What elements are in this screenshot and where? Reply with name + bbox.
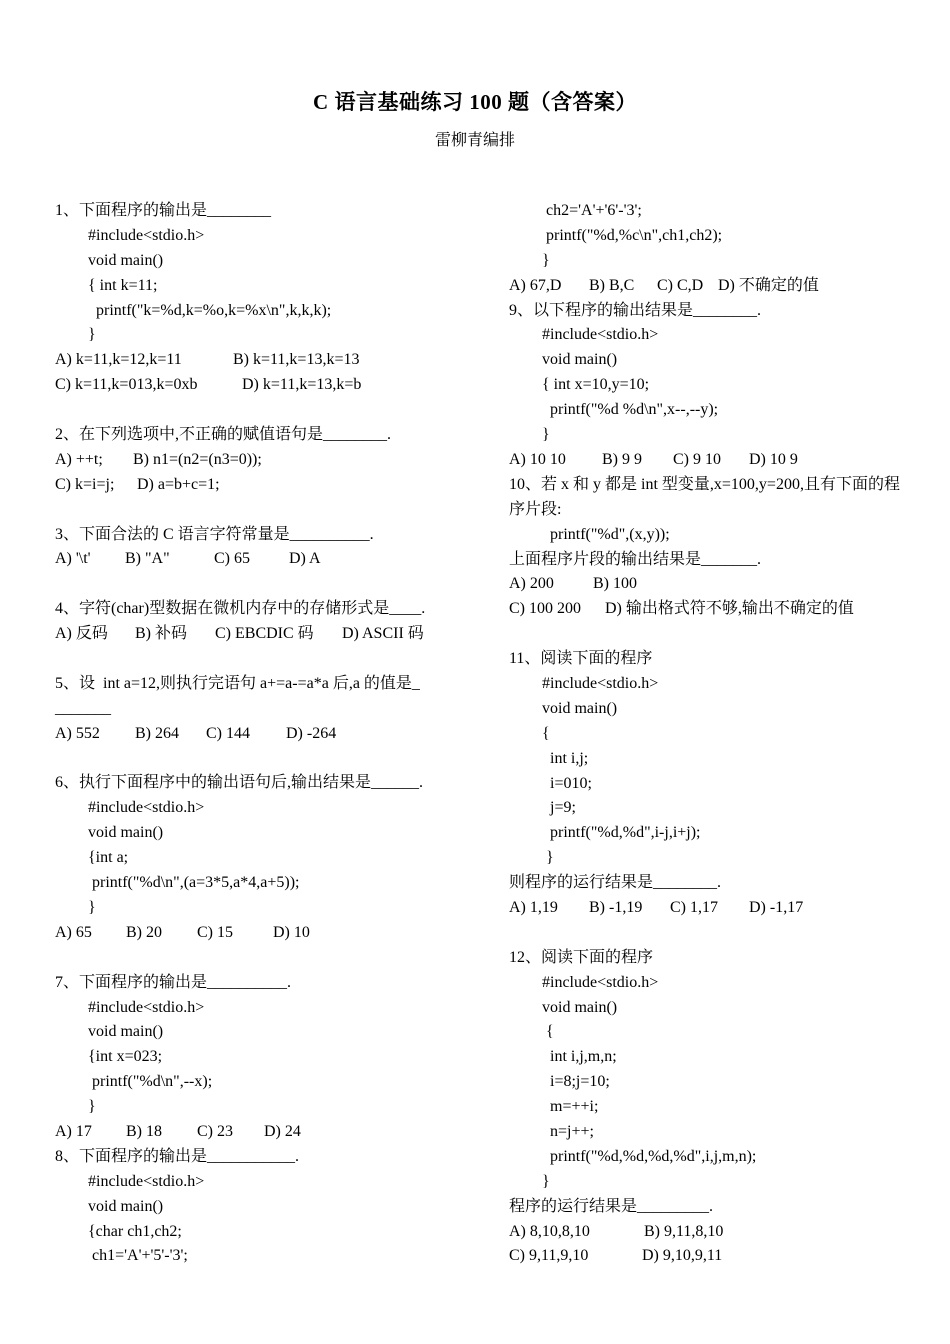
option-a: A) '\t' [55,550,91,568]
option-b: B) k=11,k=13,k=13 [233,351,360,369]
option-b: B) B,C [589,276,635,294]
option-c: C) C,D [657,276,704,294]
code-line: void main() [542,998,618,1016]
code-line: #include<stdio.h> [88,226,205,244]
option-c: C) EBCDIC 码 [215,625,314,643]
code-line: } [542,251,550,269]
spacer [509,921,909,946]
code-line: #include<stdio.h> [88,1172,205,1190]
option-a: A) k=11,k=12,k=11 [55,351,182,369]
option-a: A) 17 [55,1122,92,1140]
spacer [55,647,455,672]
question-3-stem: 3、下面合法的 C 语言字符常量是__________. [55,525,374,543]
option-d: D) 9,10,9,11 [642,1247,723,1265]
code-line: void main() [88,824,164,842]
code-line: #include<stdio.h> [542,326,659,344]
option-c: C) 100 200 [509,600,581,618]
option-d: D) 10 9 [749,450,798,468]
option-d: D) -264 [286,724,337,742]
code-line: j=9; [550,799,576,817]
option-a: A) 65 [55,923,92,941]
code-line: {int x=023; [88,1048,163,1066]
options-row [55,547,455,572]
option-b: B) "A" [125,550,170,568]
question-7-stem: 7、下面程序的输出是__________. [55,973,292,991]
options-row [55,348,455,373]
option-b: B) 补码 [135,625,188,643]
code-line: #include<stdio.h> [542,973,659,991]
option-d: D) -1,17 [749,898,804,916]
option-a: A) 反码 [55,625,108,643]
spacer [55,572,455,597]
option-d: D) 10 [273,923,310,941]
option-c: C) 1,17 [670,898,718,916]
code-line: printf("%d,%c\n",ch1,ch2); [546,226,723,244]
option-c: C) 9 10 [673,450,721,468]
question-2-stem: 2、在下列选项中,不正确的赋值语句是________. [55,426,392,444]
code-line: #include<stdio.h> [542,674,659,692]
option-d: D) 不确定的值 [718,276,819,294]
option-d: D) k=11,k=13,k=b [242,376,362,394]
code-line: int i,j,m,n; [550,1048,617,1066]
options-row [509,274,909,299]
options-row [55,373,455,398]
question-12-stem: 12、阅读下面的程序 [509,948,654,966]
code-line: ch2='A'+'6'-'3'; [546,202,642,219]
option-c: C) 144 [206,724,250,742]
code-line: #include<stdio.h> [88,998,205,1016]
option-b: B) 9,11,8,10 [644,1222,724,1240]
code-line: void main() [88,1023,164,1041]
spacer [55,747,455,772]
question-5-stem: 5、设 int a=12,则执行完语句 a+=a-=a*a 后,a 的值是_ [55,674,420,692]
option-d: D) ASCII 码 [342,625,424,643]
options-row [509,448,909,473]
question-4-stem: 4、字符(char)型数据在微机内存中的存储形式是____. [55,600,426,618]
option-d: D) a=b+c=1; [137,475,220,493]
options-row [55,921,455,946]
question-10-stem-cont: 上面程序片段的输出结果是_______. [509,550,762,568]
left-column [55,199,455,1269]
code-line: { int x=10,y=10; [542,376,650,394]
code-line: i=010; [550,774,592,792]
option-a: A) 8,10,8,10 [509,1222,590,1240]
code-line: printf("%d\n",--x); [92,1073,213,1091]
option-b: B) 18 [126,1122,162,1140]
code-line: #include<stdio.h> [88,799,205,817]
code-line: void main() [88,1197,164,1215]
code-line: printf("%d %d\n",x--,--y); [550,401,719,419]
right-column [509,199,909,1269]
code-line: printf("%d,%d,%d,%d",i,j,m,n); [550,1147,757,1165]
document-author: 雷柳青编排 [434,132,515,149]
code-line: {int a; [88,849,129,867]
options-row [509,597,909,622]
code-line: void main() [542,699,618,717]
spacer [55,498,455,523]
code-line: { [542,724,550,742]
options-row [509,572,909,597]
option-d: D) 24 [264,1122,301,1140]
code-line: void main() [542,351,618,369]
option-b: B) 9 9 [602,450,642,468]
code-line: printf("k=%d,k=%o,k=%x\n",k,k,k); [96,301,332,319]
options-row [55,448,455,473]
question-5-stem-cont: _______ [55,699,111,717]
code-line: } [546,849,554,867]
option-a: A) 10 10 [509,450,566,468]
option-b: B) 264 [135,724,179,742]
question-12-stem-cont: 程序的运行结果是_________. [509,1197,714,1215]
option-c: C) k=i=j; [55,475,115,493]
option-d: D) A [289,550,321,568]
options-row [55,622,455,647]
code-line: } [88,326,96,344]
option-b: B) 20 [126,923,162,941]
option-a: A) ++t; [55,450,103,468]
code-line: n=j++; [550,1122,594,1140]
question-6-stem: 6、执行下面程序中的输出语句后,输出结果是______. [55,774,424,792]
question-8-stem: 8、下面程序的输出是___________. [55,1147,300,1165]
code-line: m=++i; [550,1098,599,1116]
document-title: C 语言基础练习 100 题（含答案） [313,90,637,114]
question-10-stem: 10、若 x 和 y 都是 int 型变量,x=100,y=200,且有下面的程序片段: [509,475,900,518]
question-11-stem-cont: 则程序的运行结果是________. [509,874,722,892]
spacer [509,622,909,647]
options-row [55,1120,455,1145]
code-line: } [542,426,550,444]
code-line: printf("%d\n",(a=3*5,a*4,a+5)); [92,874,300,892]
options-row [509,1220,909,1245]
options-row [55,473,455,498]
options-row [509,896,909,921]
option-a: A) 67,D [509,276,562,294]
code-line: int i,j; [550,749,589,767]
spacer [55,946,455,971]
code-line: void main() [88,251,164,269]
code-line: i=8;j=10; [550,1073,610,1091]
option-b: B) n1=(n2=(n3=0)); [133,450,262,468]
question-1-stem: 1、下面程序的输出是________ [55,202,272,219]
code-line: } [88,898,96,916]
option-a: A) 1,19 [509,898,558,916]
question-9-stem: 9、以下程序的输出结果是________. [509,301,762,319]
option-c: C) 65 [214,550,250,568]
spacer [55,398,455,423]
code-line: } [542,1172,550,1190]
option-b: B) -1,19 [589,898,643,916]
code-line: printf("%d",(x,y)); [550,525,670,543]
option-a: A) 552 [55,724,100,742]
options-row [509,1244,909,1269]
option-d: D) 输出格式符不够,输出不确定的值 [605,600,854,618]
code-line: printf("%d,%d",i-j,i+j); [550,824,701,842]
option-c: C) 15 [197,923,233,941]
code-line: ch1='A'+'5'-'3'; [92,1247,188,1265]
option-c: C) 23 [197,1122,233,1140]
option-c: C) k=11,k=013,k=0xb [55,376,198,394]
code-line: { int k=11; [88,276,158,294]
code-line: {char ch1,ch2; [88,1222,182,1240]
question-11-stem: 11、阅读下面的程序 [509,650,653,668]
code-line: } [88,1098,96,1116]
option-c: C) 9,11,9,10 [509,1247,589,1265]
option-b: B) 100 [593,575,637,593]
option-a: A) 200 [509,575,554,593]
options-row [55,722,455,747]
code-line: { [546,1023,554,1041]
